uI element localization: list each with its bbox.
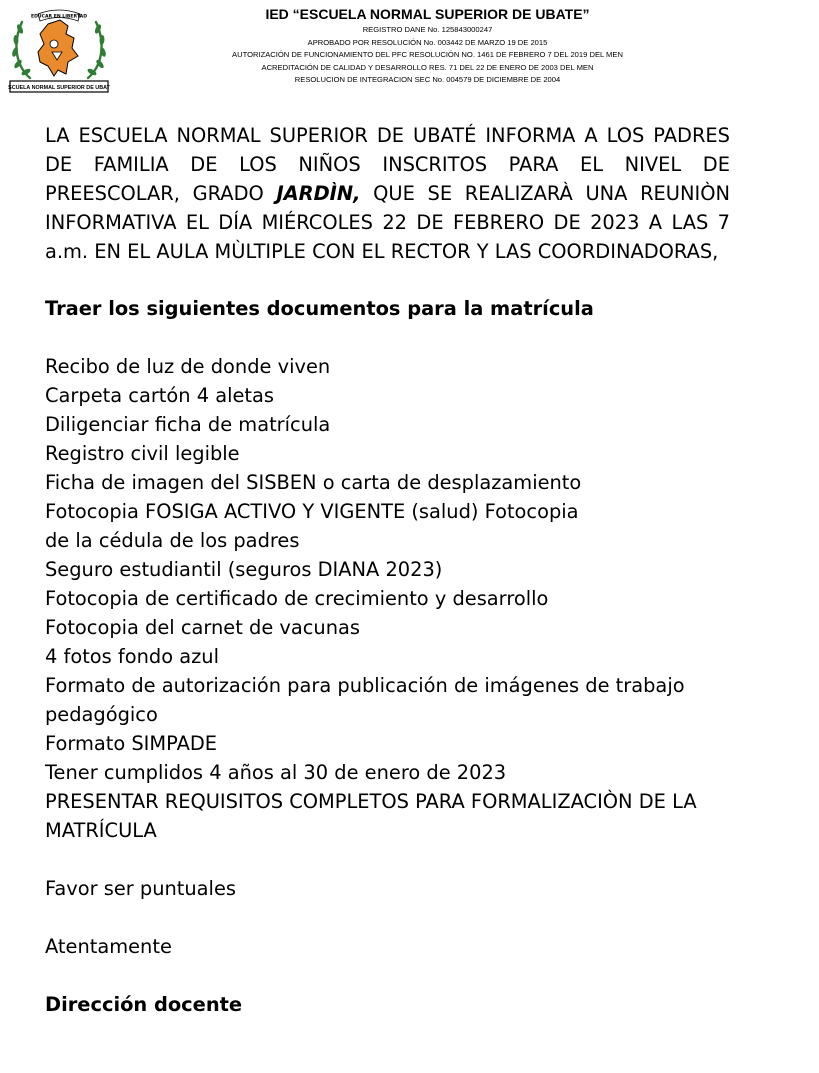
notice-text: LA ESCUELA NORMAL SUPERIOR DE UBATÉ INFORMA A LOS PADRES DE FAMILIA DE LOS NIÑOS INSCRITOS PARA EL NIVEL DE PREESCOLAR, GRADO [45, 124, 730, 205]
list-item: Formato de autorización para publicación de imágenes de trabajo pedagógico [45, 674, 685, 726]
grade-name: JARDÌN, [276, 182, 361, 205]
closing-line: Favor ser puntuales [45, 877, 236, 900]
header-line: AUTORIZACIÓN DE FUNCIONAMIENTO DEL PFC RESOLUCIÓN NO. 1461 DE FEBRERO 7 DEL 2019 DEL MEN [232, 50, 623, 60]
header-line: ACREDITACIÓN DE CALIDAD Y DESARROLLO RES. 71 DEL 22 DE ENERO DE 2003 DEL MEN [261, 62, 594, 72]
list-item: Fotocopia de certificado de crecimiento y desarrollo [45, 587, 549, 610]
svg-text:EDUCAR EN LIBERTAD: EDUCAR EN LIBERTAD [30, 14, 88, 20]
list-item: Registro civil legible [45, 442, 240, 465]
list-item: Carpeta cartón 4 aletas [45, 384, 275, 407]
documents-list [45, 352, 730, 845]
school-crest-icon [8, 4, 110, 94]
list-item: Formato SIMPADE [45, 732, 218, 755]
documents-heading: Traer los siguientes documentos para la matrícula [45, 297, 594, 320]
notice-text: QUE SE REALIZARÀ UNA REUNIÒN INFORMATIVA EL DÍA MIÉRCOLES 22 DE FEBRERO DE 2023 A LAS 7 a.m. EN EL AULA MÙLTIPLE CON EL RECTOR Y LAS COORDINADORAS, [45, 182, 730, 263]
meeting-notice [45, 121, 730, 266]
regards-line: Atentamente [45, 935, 172, 958]
signature-title: Dirección docente [45, 993, 243, 1016]
list-item: Fotocopia del carnet de vacunas [45, 616, 360, 639]
list-item: 4 fotos fondo azul [45, 645, 219, 668]
list-item: Tener cumplidos 4 años al 30 de enero de 2023 [45, 761, 507, 784]
school-name: IED “ESCUELA NORMAL SUPERIOR DE UBATE” [265, 6, 590, 22]
list-item: Ficha de imagen del SISBEN o carta de desplazamiento [45, 471, 582, 494]
letterhead [150, 4, 705, 87]
header-line: APROBADO POR RESOLUCIÓN No. 003442 DE MARZO 19 DE 2015 [307, 37, 548, 47]
svg-text:ESCUELA NORMAL SUPERIOR DE UBA: ESCUELA NORMAL SUPERIOR DE UBATÉ [8, 85, 110, 92]
letter-body [45, 121, 730, 1019]
list-item: Diligenciar ficha de matrícula [45, 413, 331, 436]
list-item: PRESENTAR REQUISITOS COMPLETOS PARA FORMALIZACIÒN DE LA MATRÍCULA [45, 790, 697, 842]
header-line: RESOLUCION DE INTEGRACION SEC No. 004579 DE DICIEMBRE DE 2004 [294, 75, 561, 85]
school-logo [8, 4, 110, 94]
header-line: REGISTRO DANE No. 125843000247 [362, 25, 493, 34]
list-item: Seguro estudiantil (seguros DIANA 2023) [45, 558, 443, 581]
list-item: Fotocopia FOSIGA ACTIVO Y VIGENTE (salud) Fotocopia [45, 500, 579, 523]
list-item: de la cédula de los padres [45, 529, 300, 552]
list-item: Recibo de luz de donde viven [45, 355, 331, 378]
